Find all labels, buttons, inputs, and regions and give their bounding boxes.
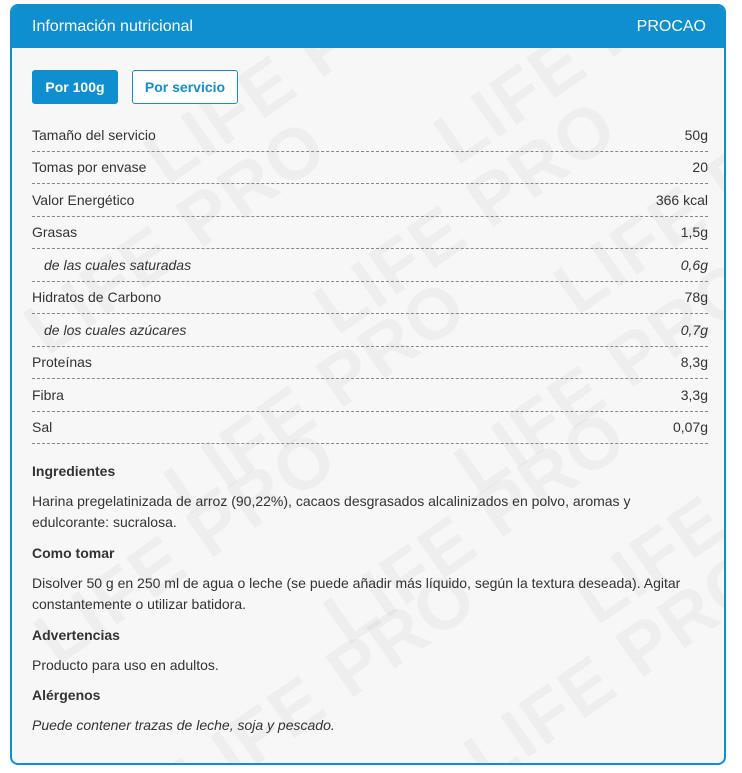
allergens-title: Alérgenos	[32, 687, 101, 703]
tab-per-100g[interactable]: Por 100g	[32, 70, 118, 104]
nutrition-row	[32, 184, 708, 217]
nutrition-label: de las cuales saturadas	[44, 256, 192, 273]
unit-tabs	[32, 70, 238, 104]
ingredients-title: Ingredientes	[32, 463, 116, 479]
nutrition-label: Sal	[32, 419, 53, 436]
nutrition-value: 78g	[684, 289, 708, 306]
nutrition-value: 20	[692, 159, 708, 176]
nutrition-row	[32, 379, 708, 412]
nutrition-table	[32, 119, 708, 444]
nutrition-value: 8,3g	[680, 354, 708, 371]
allergens-text: Puede contener trazas de leche, soja y pescado.	[32, 717, 335, 733]
nutrition-label: Fibra	[32, 386, 64, 403]
nutrition-row	[32, 412, 708, 445]
nutrition-label: Valor Energético	[32, 191, 135, 208]
nutrition-value: 366 kcal	[655, 191, 708, 208]
nutrition-row	[32, 314, 708, 347]
nutrition-row	[32, 152, 708, 185]
nutrition-row	[32, 249, 708, 282]
warnings-text: Producto para uso en adultos.	[32, 657, 219, 673]
usage-text: Disolver 50 g en 250 ml de agua o leche (se puede añadir más líquido, según la textura deseada). Agitar constantemente o utilizar batidora.	[32, 575, 681, 612]
warnings-title: Advertencias	[32, 627, 120, 643]
nutrition-row	[32, 217, 708, 250]
usage-title: Como tomar	[32, 545, 115, 561]
nutrition-panel	[10, 4, 726, 765]
nutrition-label: Grasas	[32, 224, 78, 241]
nutrition-row	[32, 282, 708, 315]
nutrition-value: 3,3g	[680, 386, 708, 403]
panel-header	[12, 6, 724, 48]
tab-per-serving[interactable]: Por servicio	[132, 70, 238, 104]
product-details	[32, 461, 708, 736]
nutrition-row	[32, 347, 708, 380]
nutrition-label: de los cuales azúcares	[44, 321, 187, 338]
nutrition-row	[32, 119, 708, 152]
nutrition-value: 1,5g	[680, 224, 708, 241]
nutrition-label: Proteínas	[32, 354, 92, 371]
panel-title: Información nutricional	[32, 18, 193, 35]
nutrition-label: Hidratos de Carbono	[32, 289, 162, 306]
ingredients-text: Harina pregelatinizada de arroz (90,22%), cacaos desgrasados alcalinizados en polvo, aromas y edulcorante: sucralosa.	[32, 493, 631, 530]
nutrition-value: 0,7g	[680, 321, 708, 338]
brand-name: PROCAO	[636, 18, 706, 35]
nutrition-value: 50g	[684, 126, 708, 143]
nutrition-label: Tomas por envase	[32, 159, 147, 176]
nutrition-value: 0,6g	[680, 256, 708, 273]
nutrition-value: 0,07g	[672, 419, 708, 436]
nutrition-label: Tamaño del servicio	[32, 126, 156, 143]
